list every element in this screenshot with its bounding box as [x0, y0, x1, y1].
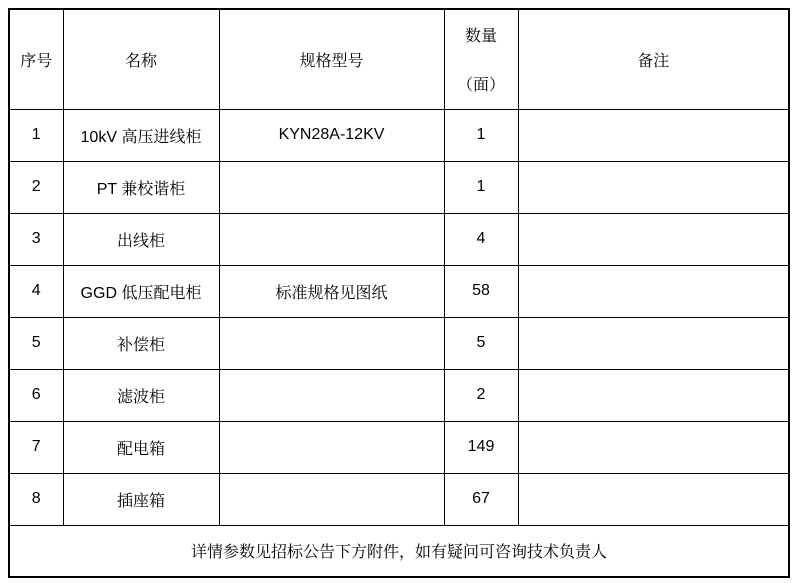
header-qty-line1: 数量: [464, 28, 497, 46]
cell-name: 插座箱: [63, 473, 219, 525]
cell-qty: 58: [444, 265, 518, 317]
cell-name: 补偿柜: [63, 317, 219, 369]
cell-spec: [219, 369, 444, 421]
table-row: [9, 265, 789, 317]
cell-qty: 2: [444, 369, 518, 421]
table-row: [9, 317, 789, 369]
equipment-spec-table: [8, 8, 790, 578]
cell-spec: [219, 317, 444, 369]
cell-no: 7: [9, 421, 63, 473]
footer-note: 详情参数见招标公告下方附件，如有疑问可咨询技术负责人: [9, 525, 789, 577]
cell-qty: 5: [444, 317, 518, 369]
header-note: 备注: [518, 9, 789, 109]
table-row: [9, 369, 789, 421]
cell-name: 出线柜: [63, 213, 219, 265]
table-footer-row: [9, 525, 789, 577]
cell-no: 5: [9, 317, 63, 369]
cell-note: [518, 161, 789, 213]
table-row: [9, 421, 789, 473]
cell-qty: 1: [444, 161, 518, 213]
header-qty-line2: （面）: [456, 77, 505, 95]
cell-name: 配电箱: [63, 421, 219, 473]
cell-no: 2: [9, 161, 63, 213]
table-row: [9, 213, 789, 265]
cell-note: [518, 109, 789, 161]
cell-no: 6: [9, 369, 63, 421]
cell-spec: 标准规格见图纸: [219, 265, 444, 317]
cell-qty: 1: [444, 109, 518, 161]
header-qty-lines: [447, 23, 516, 95]
cell-note: [518, 421, 789, 473]
table-row: [9, 161, 789, 213]
cell-spec: [219, 421, 444, 473]
cell-spec: [219, 161, 444, 213]
header-name: 名称: [63, 9, 219, 109]
cell-qty: 149: [444, 421, 518, 473]
cell-note: [518, 473, 789, 525]
cell-note: [518, 317, 789, 369]
cell-no: 3: [9, 213, 63, 265]
header-qty: [444, 9, 518, 109]
cell-name: 滤波柜: [63, 369, 219, 421]
header-spec: 规格型号: [219, 9, 444, 109]
cell-spec: [219, 213, 444, 265]
cell-name: GGD 低压配电柜: [63, 265, 219, 317]
cell-no: 4: [9, 265, 63, 317]
header-no: 序号: [9, 9, 63, 109]
cell-name: 10kV 高压进线柜: [63, 109, 219, 161]
cell-no: 8: [9, 473, 63, 525]
cell-qty: 4: [444, 213, 518, 265]
cell-note: [518, 369, 789, 421]
cell-spec: [219, 473, 444, 525]
cell-name: PT 兼校谐柜: [63, 161, 219, 213]
table-row: [9, 109, 789, 161]
cell-qty: 67: [444, 473, 518, 525]
table-header-row: [9, 9, 789, 109]
cell-spec: KYN28A-12KV: [219, 109, 444, 161]
table-row: [9, 473, 789, 525]
cell-no: 1: [9, 109, 63, 161]
cell-note: [518, 265, 789, 317]
cell-note: [518, 213, 789, 265]
